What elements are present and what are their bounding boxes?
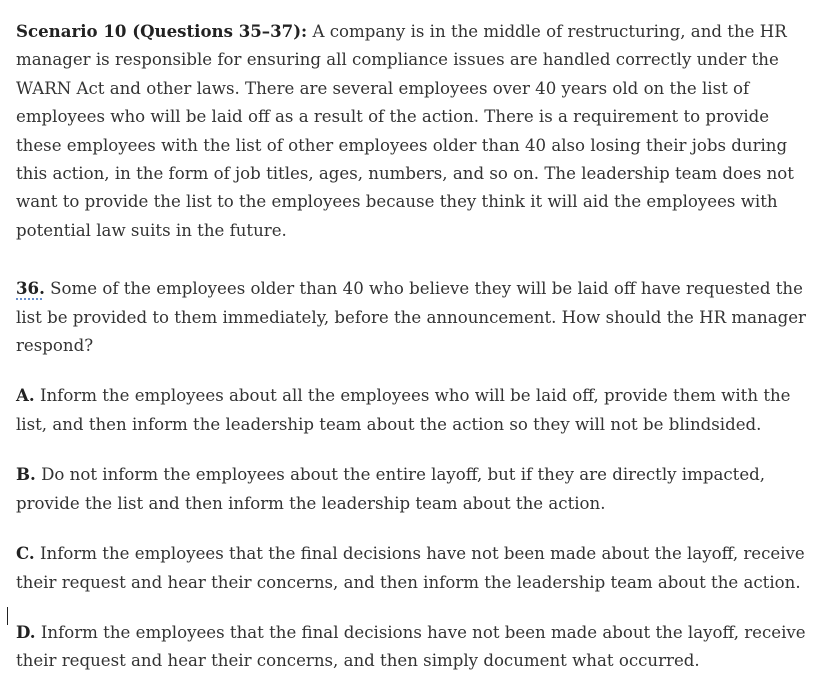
option-text: Inform the employees about all the employees who will be laid off, provide them with the list, and then inform the leadership team about the action so they will not be blindsided. xyxy=(16,386,791,434)
text-cursor xyxy=(7,607,8,625)
answer-option-a xyxy=(16,381,816,439)
answer-option-c xyxy=(16,539,816,597)
option-letter: C. xyxy=(16,543,35,564)
scenario-paragraph xyxy=(16,17,816,245)
answer-option-d xyxy=(16,618,816,676)
option-letter: B. xyxy=(16,464,36,485)
option-letter: A. xyxy=(16,385,35,406)
scenario-text: A company is in the middle of restructuring, and the HR manager is responsible for ensuring all compliance issues are handled correctly under the WARN Act and other laws. There are several employees over 40 years old on the list of employees who will be laid off as a result of the action. There is a requirement to provide these employees with the list of other employees older than 40 also losing their jobs during this action, in the form of job titles, ages, numbers, and so on. The leadership team does not want to provide the list to the employees because they think it will aid the employees with potential law suits in the future. xyxy=(16,22,794,240)
option-text: Do not inform the employees about the entire layoff, but if they are directly impacted, provide the list and then inform the leadership team about the action. xyxy=(16,465,766,513)
option-letter: D. xyxy=(16,621,36,642)
answer-option-b xyxy=(16,460,816,518)
question-number: 36. xyxy=(16,278,45,299)
option-text: Inform the employees that the final decisions have not been made about the layoff, receive their request and hear their concerns, and then simply document what occurred. xyxy=(16,622,806,671)
document-body xyxy=(16,17,816,697)
question-text: Some of the employees older than 40 who believe they will be laid off have requested the list be provided to them immediately, before the announcement. How should the HR manager respond? xyxy=(16,279,806,356)
scenario-heading: Scenario 10 (Questions 35–37): xyxy=(16,21,308,41)
option-text: Inform the employees that the final decisions have not been made about the layoff, receive their request and hear their concerns, and then inform the leadership team about the action. xyxy=(16,544,805,592)
question-paragraph xyxy=(16,274,816,360)
